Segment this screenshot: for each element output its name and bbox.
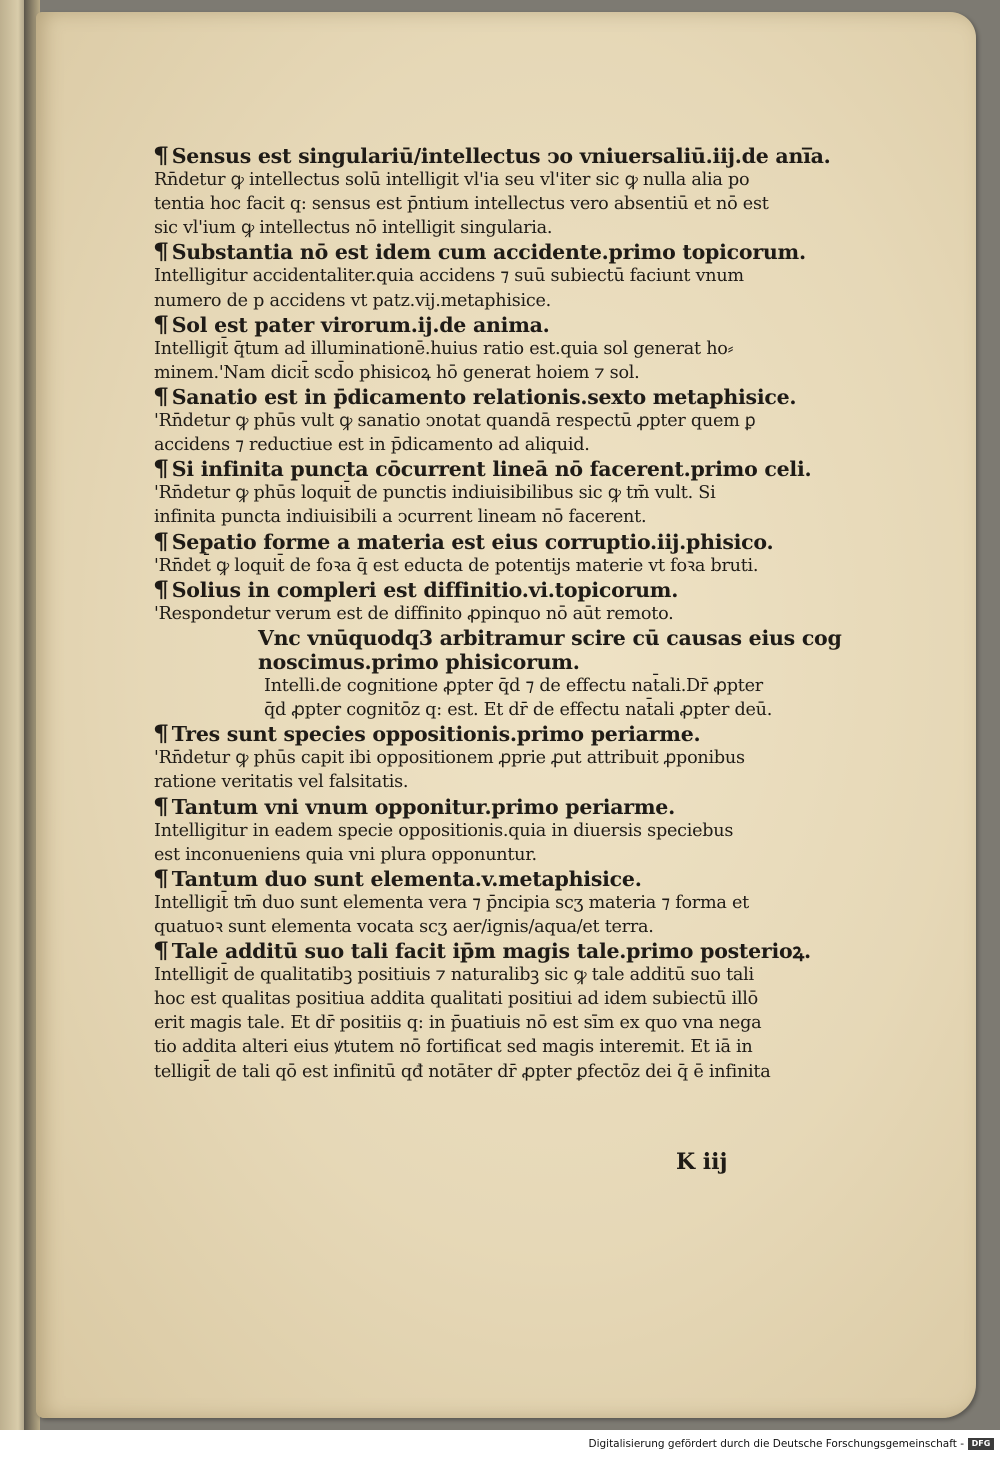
commentary-line <box>154 602 854 626</box>
lemma-line <box>154 867 854 891</box>
line-text: 'Rn̄detur ꝙ phūs capit ibi oppositionem ꝓprie ꝓut attribuit ꝓponibus <box>154 748 745 769</box>
commentary-line <box>154 915 854 939</box>
commentary-line <box>154 698 854 722</box>
pilcrow-icon: ¶ <box>152 383 169 410</box>
commentary-line <box>154 770 854 794</box>
line-text: 'Rn̄det̄ ꝙ loquit̄ de foꝛa q̄ est educta de potentijs materie vt foꝛa bruti. <box>154 555 759 576</box>
line-text: Intelligitur accidentaliter.quia accidens ⁊ suū subiectū faciunt vnum <box>154 266 744 287</box>
pilcrow-icon: ¶ <box>152 865 169 892</box>
commentary-line <box>154 505 854 529</box>
commentary-line <box>154 819 854 843</box>
commentary-line <box>154 674 854 698</box>
line-text: Tantum vni vnum opponitur.primo periarme. <box>171 794 675 819</box>
lemma-line <box>154 144 854 168</box>
line-text: 'Respondetur verum est de diffinito ꝓpinquo nō aūt remoto. <box>154 603 674 624</box>
commentary-line <box>154 433 854 457</box>
commentary-line <box>154 987 854 1011</box>
footer-credit: Digitalisierung gefördert durch die Deutsche Forschungsgemeinschaft - <box>588 1438 964 1450</box>
line-text: sic vl'ium ꝙ intellectus nō intelligit singularia. <box>154 218 553 239</box>
printed-page <box>36 12 976 1418</box>
line-text: quatuoꝛ sunt elementa vocata scʒ aer/ignis/aqua/et terra. <box>154 917 654 937</box>
line-text: accidens ⁊ reductiue est in p̄dicamento ad aliquid. <box>154 435 590 456</box>
line-text: Sensus est singulariū/intellectus ↄo vniuersaliū.iij.de ani̅a. <box>171 144 831 168</box>
commentary-line <box>154 168 854 192</box>
commentary-line <box>154 361 854 385</box>
commentary-line <box>154 746 854 770</box>
line-text: noscimus.primo phisicorum. <box>258 649 580 674</box>
lemma-line <box>154 795 854 819</box>
lemma-line <box>154 939 854 963</box>
commentary-line <box>154 289 854 313</box>
pilcrow-icon: ¶ <box>152 576 169 603</box>
pilcrow-icon: ¶ <box>152 143 169 169</box>
line-text: ratione veritatis vel falsitatis. <box>154 772 409 793</box>
lemma-line <box>154 530 854 554</box>
line-text: est inconueniens quia vni plura opponuntur. <box>154 844 537 865</box>
dfg-logo: DFG <box>968 1438 994 1450</box>
line-text: Solius in compleri est diffinitio.vi.topicorum. <box>171 577 679 602</box>
commentary-line <box>154 481 854 505</box>
line-text: Intelligit̄ de qualitatibꝫ positiuis ⁊ naturalibꝫ sic ꝙ tale additū suo tali <box>154 965 754 986</box>
lemma-line <box>154 722 854 746</box>
line-text: Rn̄detur ꝙ intellectus solū intelligit vl'ia seu vl'iter sic ꝙ nulla alia po <box>154 170 750 191</box>
commentary-line <box>154 1060 854 1084</box>
lemma-line <box>154 578 854 602</box>
line-text: 'Rn̄detur ꝙ phūs vult ꝙ sanatio ↄnotat quandā respectū ꝓpter quem ꝑ <box>154 411 756 432</box>
line-text: Intelligit̄ tm̄ duo sunt elementa vera ⁊ p̄ncipia scʒ materia ⁊ forma et <box>154 892 749 913</box>
line-text: Tres sunt species oppositionis.primo periarme. <box>171 722 701 747</box>
pilcrow-icon: ¶ <box>152 456 169 483</box>
line-text: telligit̄ de tali qō est infinitū qđ notāter dr̄ ꝓpter ꝑfectōz dei q̄ ē infinita <box>154 1061 771 1082</box>
line-text: Intelligit̄ q̄tum ad illuminationē.huius ratio est.quia sol generat ho⸗ <box>154 338 734 359</box>
line-text: numero de p accidens vt patz.vij.metaphisice. <box>154 290 551 311</box>
lemma-line <box>154 457 854 481</box>
commentary-line <box>154 554 854 578</box>
footer-bar <box>0 1430 1000 1457</box>
pilcrow-icon: ¶ <box>152 528 169 555</box>
commentary-line <box>154 216 854 240</box>
commentary-line <box>154 1011 854 1035</box>
line-text: Intelligitur in eadem specie oppositionis.quia in diuersis speciebus <box>154 820 734 841</box>
line-text: Vnc vnūquodq3 arbitramur scire cū causas eius cog <box>258 625 842 650</box>
line-text: Sanatio est in p̄dicamento relationis.sexto metaphisice. <box>171 384 797 409</box>
commentary-line <box>154 337 854 361</box>
commentary-line <box>154 192 854 216</box>
line-text: tentia hoc facit q: sensus est p̄ntium intellectus vero absentiū et nō est <box>154 194 769 215</box>
pilcrow-icon: ¶ <box>152 721 169 748</box>
commentary-line <box>154 963 854 987</box>
line-text: Si infinita puncta cōcurrent lineā nō facerent.primo celi. <box>171 457 812 482</box>
line-text: Sol est pater virorum.ij.de anima. <box>171 312 550 337</box>
lemma-line <box>154 313 854 337</box>
lemma-line <box>154 385 854 409</box>
pilcrow-icon: ¶ <box>152 239 169 266</box>
lemma-line <box>154 240 854 264</box>
page-text-block <box>154 144 854 1084</box>
line-text: q̄d ꝓpter cognitōz q: est. Et dr̄ de effectu nat̄ali ꝓpter deū. <box>264 700 773 721</box>
lemma-line <box>154 650 854 674</box>
commentary-line <box>154 409 854 433</box>
line-text: erit magis tale. Et dr̄ positiis q: in p̄uatiuis nō est sīm ex quo vna nega <box>154 1013 762 1034</box>
commentary-line <box>154 891 854 915</box>
line-text: minem.'Nam dicit̄ scd̄o phisicoꝝ hō generat hoiem ⁊ sol. <box>154 362 640 383</box>
line-text: Intelli.de cognitione ꝓpter q̄d ⁊ de effectu nat̄ali.Dr̄ ꝓpter <box>264 676 763 697</box>
line-text: hoc est qualitas positiua addita qualitati positiui ad idem subiectū illō <box>154 989 759 1010</box>
commentary-line <box>154 843 854 867</box>
pilcrow-icon: ¶ <box>152 938 169 965</box>
line-text: Substantia nō est idem cum accidente.primo topicorum. <box>171 240 806 265</box>
line-text: 'Rn̄detur ꝙ phūs loquit̄ de punctis indiuisibilibus sic ꝙ tm̄ vult. Si <box>154 483 716 504</box>
commentary-line <box>154 264 854 288</box>
line-text: Sepatio forme a materia est eius corruptio.iij.phisico. <box>171 529 774 554</box>
commentary-line <box>154 1035 854 1059</box>
signature-mark: K iij <box>676 1149 728 1175</box>
line-text: tio addita alteri eius ꝟtutem nō fortificat sed magis interemit. Et iā in <box>154 1037 753 1058</box>
pilcrow-icon: ¶ <box>152 311 169 338</box>
pilcrow-icon: ¶ <box>152 793 169 820</box>
line-text: Tantum duo sunt elementa.v.metaphisice. <box>171 866 642 891</box>
line-text: infinita puncta indiuisibili a ↄcurrent lineam nō facerent. <box>154 507 647 528</box>
line-text: Tale additū suo tali facit ip̄m magis tale.primo posterioꝝ. <box>171 939 811 964</box>
lemma-line <box>154 626 854 650</box>
